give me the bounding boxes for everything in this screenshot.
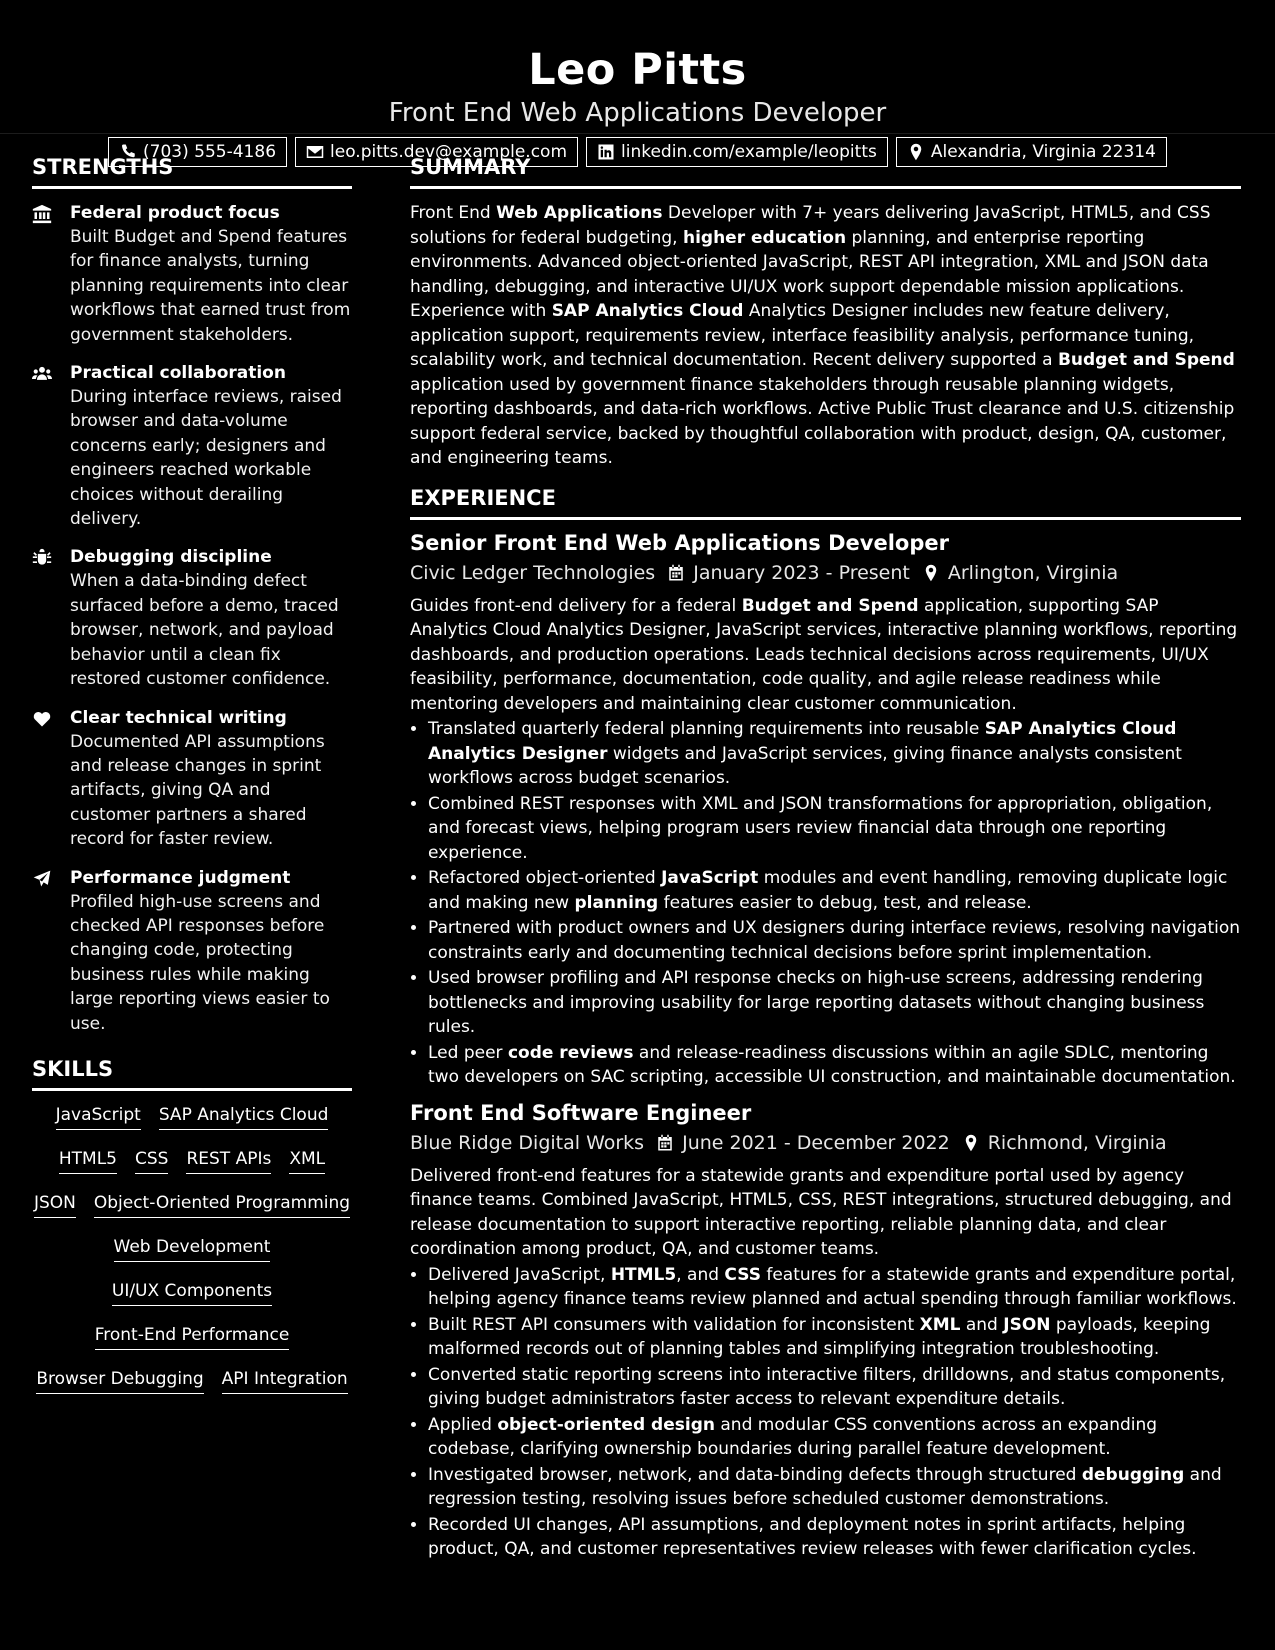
strength-title: Federal product focus (70, 203, 280, 223)
skill-tag: API Integration (222, 1367, 348, 1394)
strength-description: When a data-binding defect surfaced before a demo, traced browser, network, and payload behavior until a clean fix restored customer confidence. (70, 571, 339, 690)
paper-plane-icon (32, 869, 52, 889)
bold-term: JavaScript (661, 868, 759, 888)
strength-item (32, 361, 352, 531)
job-bullets (410, 717, 1241, 1090)
contact-text: Alexandria, Virginia 22314 (930, 142, 1156, 162)
strength-item (32, 545, 352, 691)
job-location: Arlington, Virginia (947, 561, 1119, 584)
list-item: • Refactored object-oriented JavaScript modules and event handling, removing duplicate logic and making new planning features easier to debug, test, and release. (428, 866, 1241, 915)
strengths-heading: STRENGTHS (32, 152, 352, 189)
strength-title: Debugging discipline (70, 547, 272, 568)
calendar-icon (667, 564, 685, 582)
contact-text: leo.pitts.dev@example.com (330, 142, 568, 162)
skills-list (32, 1103, 352, 1411)
skill-tag: JSON (34, 1191, 76, 1218)
skill-tag: Web Development (114, 1235, 271, 1262)
bold-term: code reviews (507, 1042, 634, 1063)
candidate-name: Leo Pitts (528, 45, 747, 95)
list-item: • Applied object-oriented design and modular CSS conventions across an expanding codebase, clarifying ownership boundaries during parallel feature development. (428, 1413, 1241, 1462)
job-title: Front End Software Engineer (410, 1100, 752, 1125)
skill-tag: Browser Debugging (36, 1367, 203, 1394)
strength-item (32, 706, 352, 852)
resume-header (0, 0, 1275, 162)
job-title: Senior Front End Web Applications Developer (410, 530, 949, 555)
strength-title: Clear technical writing (70, 707, 287, 728)
landmark-icon (32, 204, 52, 224)
strength-title: Practical collaboration (70, 363, 286, 384)
bold-term: planning (574, 892, 659, 913)
summary-heading: SUMMARY (410, 152, 1241, 189)
users-icon (32, 364, 52, 384)
strength-item (32, 866, 352, 1036)
map-pin-icon (922, 564, 940, 582)
candidate-title: Front End Web Applications Developer (388, 98, 887, 128)
bold-term: JSON (1003, 1314, 1051, 1335)
job-meta (410, 558, 1241, 588)
bold-term: SAP Analytics Cloud Analytics Designer (428, 719, 1177, 764)
map-pin-icon (962, 1134, 980, 1152)
job-dates: June 2021 - December 2022 (682, 1131, 950, 1154)
calendar-icon (656, 1134, 674, 1152)
job-entry (410, 1098, 1241, 1562)
job-location: Richmond, Virginia (987, 1131, 1167, 1154)
bold-term: Budget and Spend (741, 595, 919, 616)
list-item: • Delivered JavaScript, HTML5, and CSS features for a statewide grants and expenditure portal, helping agency finance teams review planned and actual spending through familiar workflows. (428, 1263, 1241, 1312)
list-item: • Recorded UI changes, API assumptions, and deployment notes in sprint artifacts, helping product, QA, and customer representatives review releases with fewer clarification cycles. (428, 1513, 1241, 1562)
skill-tag: UI/UX Components (112, 1279, 272, 1306)
heart-icon (32, 709, 52, 729)
strength-title: Performance judgment (70, 867, 291, 888)
strengths-list (32, 201, 352, 1036)
skill-tag: SAP Analytics Cloud (159, 1103, 329, 1130)
strength-description: Built Budget and Spend features for finance analysts, turning planning requirements into clear workflows that earned trust from government stakeholders. (70, 227, 351, 345)
skill-tag: HTML5 (59, 1147, 117, 1174)
list-item: • Partnered with product owners and UX designers during interface reviews, resolving navigation constraints early and documenting technical decisions before sprint implementation. (428, 916, 1241, 965)
job-description: Guides front-end delivery for a federal Budget and Spend application, supporting SAP Analytics Cloud Analytics Designer, JavaScript services, interactive planning workflows, reporting dashboards, and production operations. Leads technical decisions across requirements, UI/UX feasibility, performance, documentation, code quality, and agile release readiness while mentoring developers and maintaining clear customer communication. (410, 595, 1238, 714)
bold-term: higher education (682, 227, 847, 248)
job-entry (410, 528, 1241, 1090)
experience-heading: EXPERIENCE (410, 483, 1241, 520)
experience-list (410, 528, 1241, 1562)
job-dates: January 2023 - Present (693, 561, 910, 584)
list-item: • Investigated browser, network, and data-binding defects through structured debugging and regression testing, resolving issues before scheduled customer demonstrations. (428, 1463, 1241, 1512)
bug-icon (32, 548, 52, 568)
bold-term: SAP Analytics Cloud (551, 301, 744, 321)
strength-description: Documented API assumptions and release changes in sprint artifacts, giving QA and customer partners a shared record for faster review. (70, 731, 325, 850)
job-meta (410, 1128, 1241, 1158)
list-item: • Converted static reporting screens into interactive filters, drilldowns, and status components, giving budget administrators faster access to relevant expenditure details. (428, 1363, 1241, 1412)
bold-term: Budget and Spend (1057, 350, 1235, 370)
contact-text: (703) 555-4186 (143, 142, 277, 162)
right-column (410, 152, 1241, 1570)
list-item: • Used browser profiling and API response checks on high-use screens, addressing rendering bottlenecks and improving usability for large reporting datasets without changing business rules. (428, 966, 1241, 1040)
list-item: • Translated quarterly federal planning requirements into reusable SAP Analytics Cloud Analytics Designer widgets and JavaScript services, giving finance analysts consistent workflows across budget scenarios. (428, 717, 1241, 791)
bold-term: XML (919, 1314, 961, 1335)
strength-item (32, 201, 352, 347)
skill-tag: Front-End Performance (95, 1323, 290, 1350)
job-bullets (410, 1263, 1241, 1562)
bold-term: CSS (724, 1264, 761, 1285)
company-name: Civic Ledger Technologies (410, 561, 656, 584)
company-name: Blue Ridge Digital Works (410, 1131, 645, 1154)
skill-tag: XML (289, 1147, 325, 1174)
skill-tag: CSS (135, 1147, 168, 1174)
list-item: • Built REST API consumers with validation for inconsistent XML and JSON payloads, keeping malformed records out of planning tables and simplifying integration troubleshooting. (428, 1313, 1241, 1362)
contact-text: linkedin.com/example/leopitts (621, 142, 877, 162)
strength-description: Profiled high-use screens and checked API responses before changing code, protecting business rules while making large reporting views easier to use. (70, 891, 330, 1034)
skills-heading: SKILLS (32, 1054, 352, 1091)
bold-term: HTML5 (610, 1264, 677, 1285)
bold-term: object-oriented design (497, 1414, 715, 1435)
list-item: • Led peer code reviews and release-readiness discussions within an agile SDLC, mentoring two developers on SAC scripting, accessible UI construction, and maintainable documentation. (428, 1041, 1241, 1090)
strength-description: During interface reviews, raised browser and data-volume concerns early; designers and engineers reached workable choices without derailing delivery. (70, 387, 342, 530)
list-item: • Combined REST responses with XML and JSON transformations for appropriation, obligation, and forecast views, helping program users review financial data through one reporting experience. (428, 792, 1241, 866)
left-column (32, 152, 352, 1570)
bold-term: debugging (1081, 1464, 1185, 1485)
bold-term: Web Applications (496, 203, 663, 223)
skill-tag: REST APIs (186, 1147, 271, 1174)
job-description: Delivered front-end features for a statewide grants and expenditure portal used by agency finance teams. Combined JavaScript, HTML5, CSS, REST integrations, structured debugging, and release documentation to support interactive reporting, reliable planning data, and clear coordination among product, QA, and customer teams. (410, 1165, 1232, 1259)
skill-tag: JavaScript (56, 1103, 141, 1130)
skill-tag: Object-Oriented Programming (94, 1191, 350, 1218)
summary-text: Front End Web Applications Developer with 7+ years delivering JavaScript, HTML5, and CSS solutions for federal budgeting, higher education planning, and enterprise reporting environments. Advanced object-oriented JavaScript, REST API integration, XML and JSON data handling, debugging, and interactive UI/UX work support dependable mission applications. Experience with SAP Analytics Cloud Analytics Designer includes new feature delivery, application support, requirements review, interface feasibility analysis, performance tuning, scalability work, and technical documentation. Recent delivery supported a Budget and Spend application used by government finance stakeholders through reusable planning widgets, reporting dashboards, and data-rich workflows. Active Public Trust clearance and U.S. citizenship support federal service, backed by thoughtful collaboration with product, design, QA, customer, and engineering teams. (410, 203, 1235, 468)
